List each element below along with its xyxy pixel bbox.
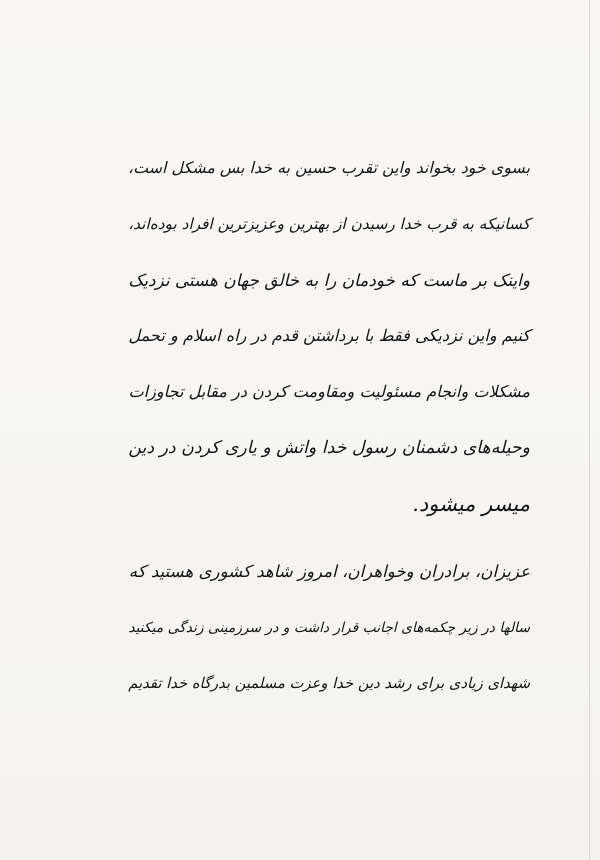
- text-line: وحیله‌های دشمنان رسول خدا واتش و یاری کردن در دین: [128, 438, 530, 458]
- text-line: واینک بر ماست که خودمان را به خالق جهان هستی نزدیک: [128, 270, 530, 290]
- paragraph-1: [120, 140, 530, 532]
- text-line: عزیزان، برادران وخواهران، امروز شاهد کشوری هستید که: [128, 562, 530, 581]
- text-line: بسوی خود بخواند واین تقرب حسین به خدا بس مشکل است،: [128, 158, 530, 177]
- text-line: کسانیکه به قرب خدا رسیدن از بهترین وعزیزترین افراد بوده‌اند،: [128, 215, 530, 233]
- text-line: کنیم واین نزدیکی فقط با برداشتن قدم در راه اسلام و تحمل: [128, 326, 530, 345]
- paragraph-gap: [120, 532, 530, 544]
- text-line: میسر میشود.: [412, 492, 530, 516]
- paragraph-2: [120, 544, 530, 712]
- text-line: مشکلات وانجام مسئولیت ومقاومت کردن در مقابل تجاوزات: [128, 382, 530, 401]
- page-edge-line: [589, 0, 590, 860]
- text-line: سالها در زیر چکمه‌های اجانب قرار داشت و در سرزمینی زندگی میکنید: [128, 620, 530, 636]
- text-line: شهدای زیادی برای رشد دین خدا وعزت مسلمین بدرگاه خدا تقدیم: [128, 675, 530, 692]
- handwritten-text-block: [120, 140, 530, 712]
